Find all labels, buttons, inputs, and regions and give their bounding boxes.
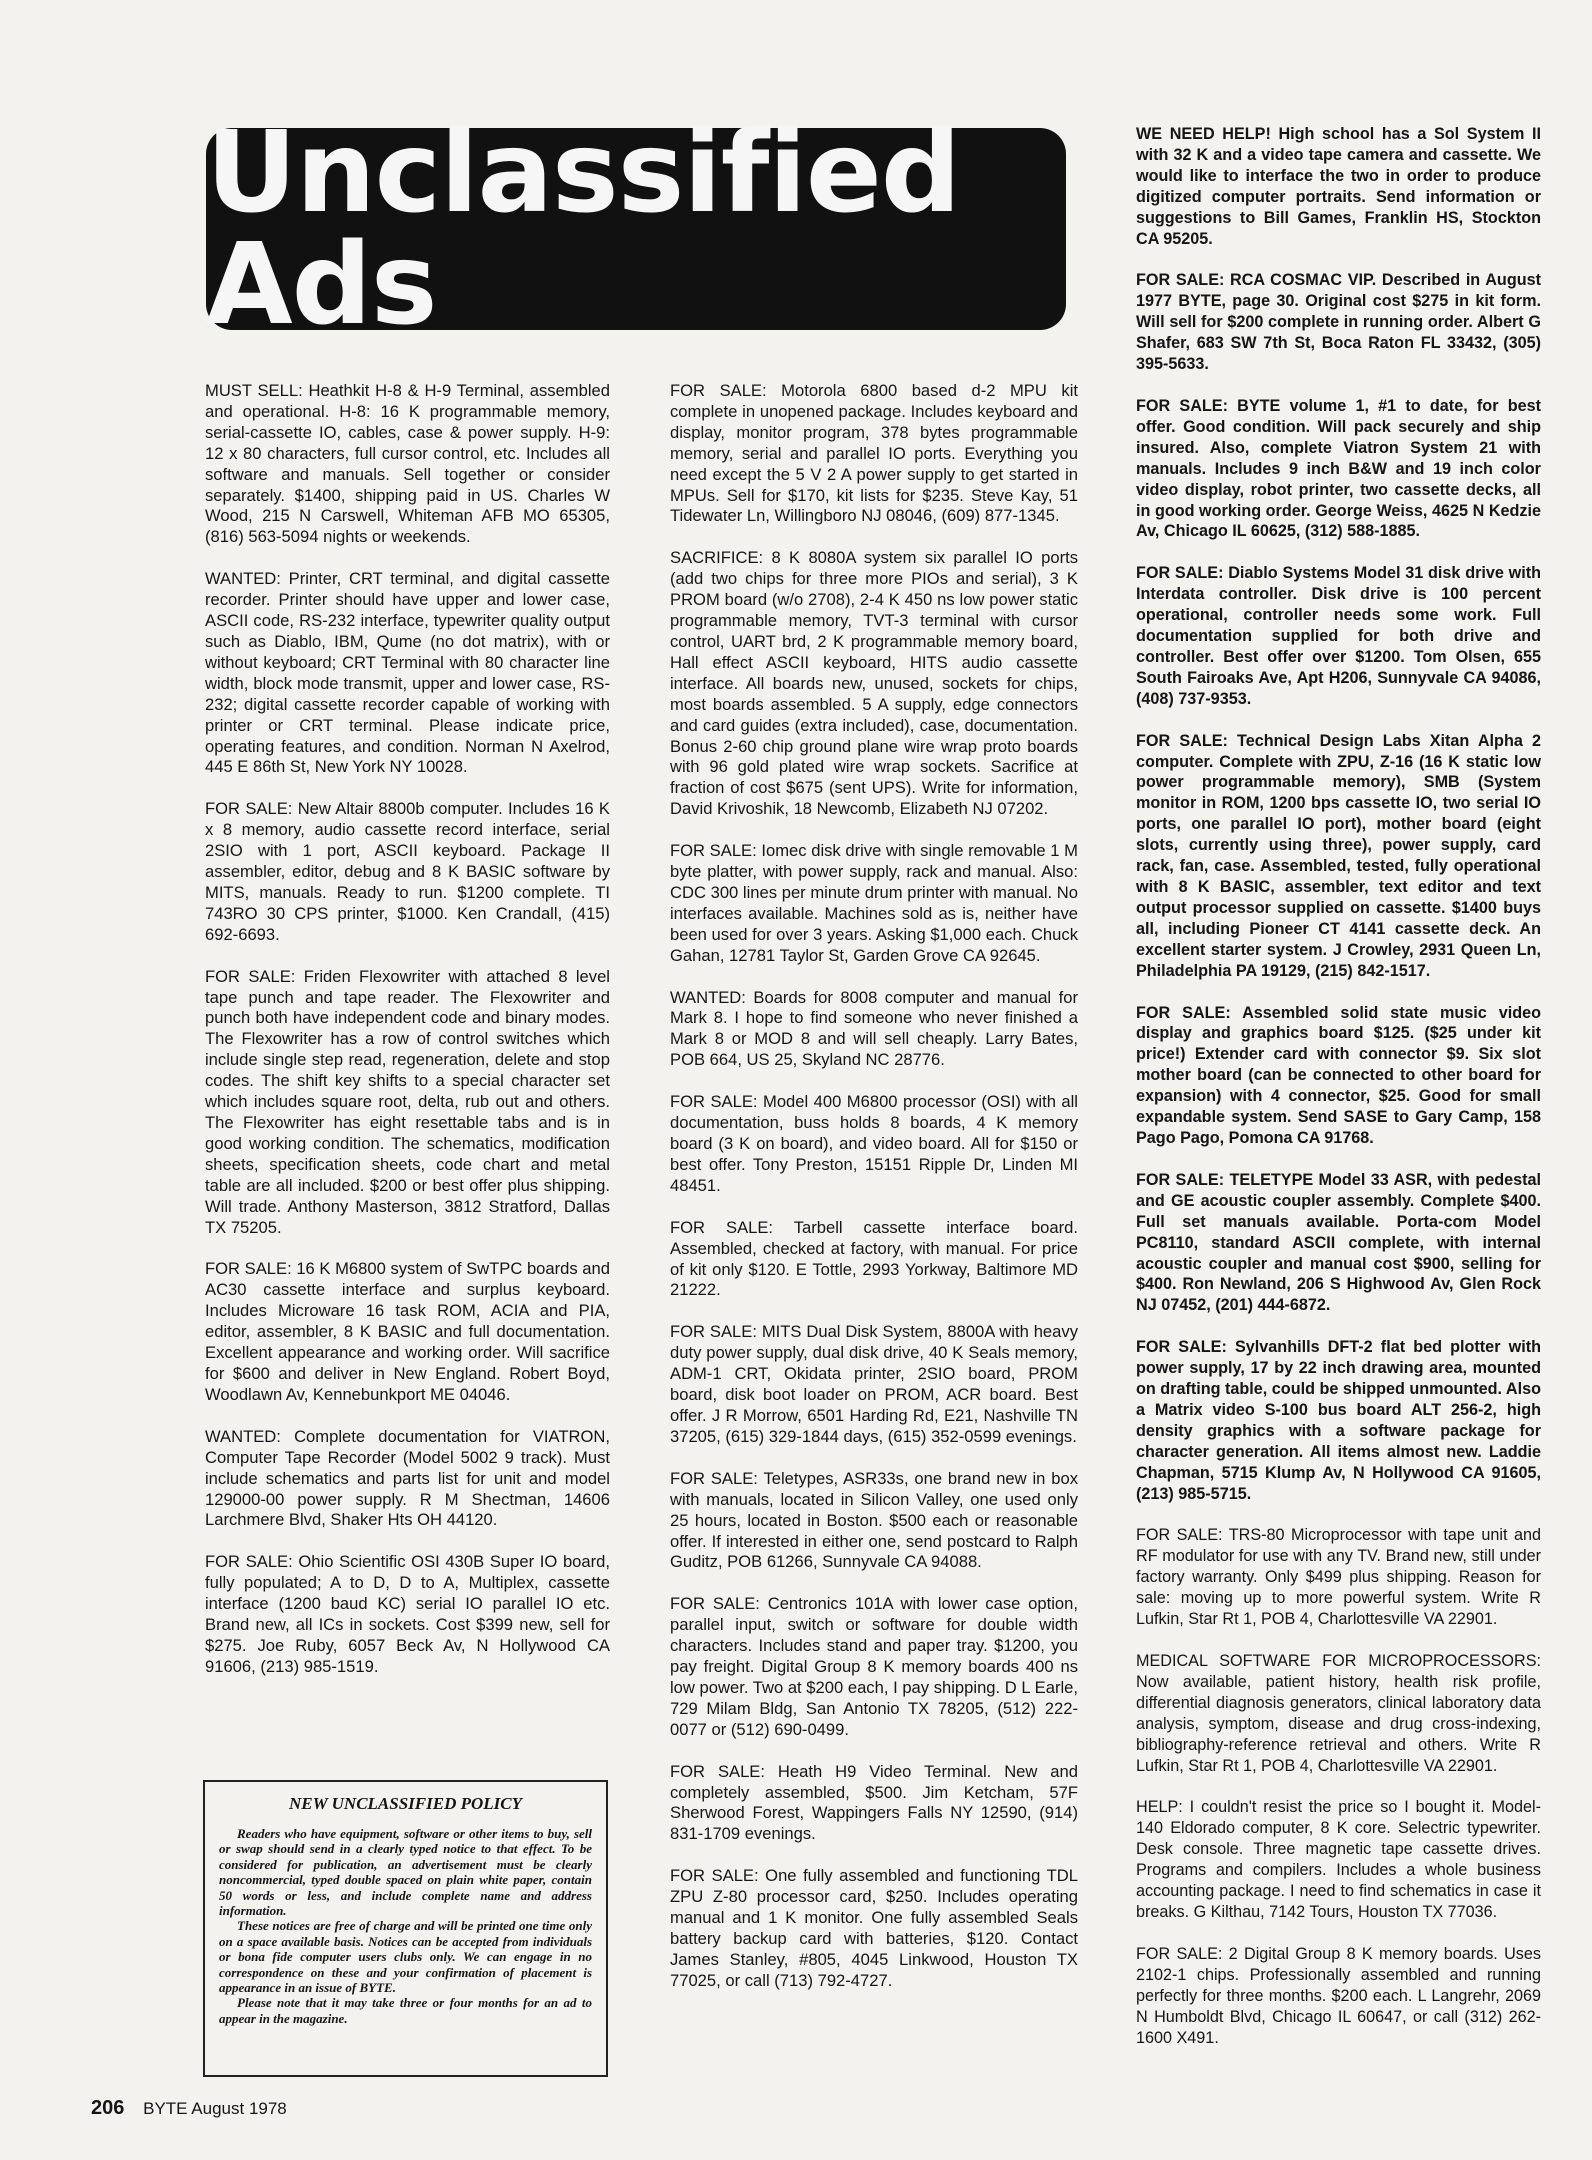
ad-item: FOR SALE: TRS-80 Microprocessor with tape unit and RF modulator for use with any TV. Brand new, still under factory warranty. Only $499 plus shipping. Reason for sale: moving up to more powerful system. Write R Lufkin, Star Rt 1, POB 4, Charlottesville VA 22901. [1136,1526,1541,1629]
ad-item: FOR SALE: Centronics 101A with lower case option, parallel input, switch or software for double width characters. Includes stand and paper tray. $1200, you pay freight. Digital Group 8 K memory boards 400 ns low power. Two at $200 each, I pay shipping. D L Earle, 729 Milam Bldg, San Antonio TX 78205, (512) 222-0077 or (512) 690-0499. [670,1594,1078,1739]
ad-item: FOR SALE: MITS Dual Disk System, 8800A with heavy duty power supply, dual disk drive, 40 K Seals memory, ADM-1 CRT, Okidata printer, 2SIO board, PROM board, disk boot loader on PROM, ACR board. Best offer. J R Morrow, 6501 Harding Rd, E21, Nashville TN 37205, (615) 329-1844 days, (615) 352-0599 evenings. [670,1322,1078,1446]
ads-column-3 [1136,124,1541,2069]
ad-item: FOR SALE: TELETYPE Model 33 ASR, with pedestal and GE acoustic coupler assembly. Complete $400. Full set manuals available. Porta-com Model PC8110, standard ASCII complete, with internal acoustic coupler and manual cost $900, selling for $400. Ron Newland, 206 S Highwood Av, Glen Rock NJ 07452, (201) 444-6872. [1136,1170,1541,1315]
ad-item: FOR SALE: RCA COSMAC VIP. Described in August 1977 BYTE, page 30. Original cost $275 in kit form. Will sell for $200 complete in running order. Albert G Shafer, 683 SW 7th St, Boca Raton FL 33432, (305) 395-5633. [1136,271,1541,374]
ad-item: FOR SALE: Heath H9 Video Terminal. New and completely assembled, $500. Jim Ketcham, 57F Sherwood Forest, Wappingers Falls NY 12590, (914) 831-1709 evenings. [670,1761,1078,1844]
policy-box [203,1780,608,2077]
ad-item: HELP: I couldn't resist the price so I bought it. Model-140 Eldorado computer, 8 K core. Selectric typewriter. Desk console. Three magnetic tape cassette drives. Programs and compilers. Includes a whole business accounting package. I need to find schematics in case it breaks. G Kilthau, 7142 Tours, Houston TX 77036. [1136,1798,1541,1921]
ad-item: FOR SALE: BYTE volume 1, #1 to date, for best offer. Good condition. Will pack securely and ship insured. Also, complete Viatron System 21 with manuals. Includes 9 inch B&W and 19 inch color video display, robot printer, two cassette decks, all in good working order. George Weiss, 4625 N Kedzie Av, Chicago IL 60625, (312) 588-1885. [1136,396,1541,541]
banner [206,108,1066,350]
ad-item: FOR SALE: Technical Design Labs Xitan Alpha 2 computer. Complete with ZPU, Z-16 (16 K static low power programmable memory), SMB (System monitor in ROM, 1200 bps cassette IO, two serial IO ports, one parallel IO port), mother board (eight slots, currently using three), power supply, card rack, fan, case. Assembled, tested, fully operational with 8 K BASIC, assembler, text editor and text output processor supplied on cassette. $1400 buys all, including Pioneer CT 4141 cassette deck. An excellent starter system. J Crowley, 2931 Queen Ln, Philadelphia PA 19129, (215) 842-1517. [1136,731,1541,980]
ad-item: SACRIFICE: 8 K 8080A system six parallel IO ports (add two chips for three more PIOs and serial), 3 K PROM board (w/o 2708), 2-4 K 450 ns low power static programmable memory, TVT-3 terminal with cursor control, UART brd, 2 K programmable memory board, Hall effect ASCII keyboard, HITS audio cassette interface. All boards new, unused, sockets for chips, most boards assembled. 5 A supply, edge connectors and card guides (extra included), case, documentation. Bonus 2-60 chip ground plane wire wrap proto boards with 96 gold plated wire wrap sockets. Sacrifice at fraction of cost $675 (sent UPS). Write for information, David Krivoshik, 18 Newcomb, Elizabeth NJ 07202. [670,548,1078,819]
ad-item: FOR SALE: Tarbell cassette interface board. Assembled, checked at factory, with manual. For price of kit only $120. E Tottle, 2993 Yorkway, Baltimore MD 21222. [670,1217,1078,1300]
policy-paragraph: These notices are free of charge and will be printed one time only on a space available basis. Notices can be accepted from individuals or bona fide computer users clubs only. We can engage in no correspondence on these and your confirmation of placement is appearance in an issue of BYTE. [219,1918,592,1996]
page-footer [91,2097,287,2120]
ads-column-2 [670,381,1078,2013]
ad-item: WE NEED HELP! High school has a Sol System II with 32 K and a video tape camera and cassette. We would like to interface the two in order to produce digitized computer portraits. Send information or suggestions to Bill Games, Franklin HS, Stockton CA 95205. [1136,125,1541,248]
ad-item: FOR SALE: Ohio Scientific OSI 430B Super IO board, fully populated; A to D, D to A, Multiplex, cassette interface (1200 baud KC) serial IO parallel IO etc. Brand new, all ICs in sockets. Cost $399 new, sell for $275. Joe Ruby, 6057 Beck Av, N Hollywood CA 91606, (213) 985-1519. [205,1552,610,1676]
issue-label: BYTE August 1978 [143,2099,287,2118]
ad-item: FOR SALE: New Altair 8800b computer. Includes 16 K x 8 memory, audio cassette record interface, serial 2SIO with 1 port, ASCII keyboard. Package II assembler, editor, debug and 8 K BASIC software by MITS, manuals. Ready to run. $1200 complete. TI 743RO 30 CPS printer, $1000. Ken Crandall, (415) 692-6693. [205,799,610,944]
ad-item: FOR SALE: Sylvanhills DFT-2 flat bed plotter with power supply, 17 by 22 inch drawing area, mounted on drafting table, could be shipped unmounted. Also a Matrix video S-100 bus board ALT 256-2, high density graphics with a software package for character generation. All items almost new. Laddie Chapman, 5715 Klump Av, N Hollywood CA 91605, (213) 985-5715. [1136,1338,1541,1503]
ad-item: FOR SALE: Teletypes, ASR33s, one brand new in box with manuals, located in Silicon Valley, one used only 25 hours, located in Boston. $500 each or reasonable offer. If interested in either one, send postcard to Ralph Guditz, POB 61266, Sunnyvale CA 94088. [670,1468,1078,1572]
ad-item: FOR SALE: Friden Flexowriter with attached 8 level tape punch and tape reader. The Flexowriter and punch both have independent code and binary modes. The Flexowriter has a row of control switches which include single step read, regeneration, delete and stop codes. The shift key shifts to a special character set which includes square root, delta, rub out and others. The Flexowriter has eight resettable tabs and is in good working condition. The schematics, modification sheets, specification sheets, code chart and metal table are all included. $200 or best offer plus shipping. Will trade. Anthony Masterson, 3812 Stratford, Dallas TX 75205. [205,966,610,1237]
ad-item: WANTED: Complete documentation for VIATRON, Computer Tape Recorder (Model 5002 9 track). Must include schematics and parts list for unit and model 129000-00 power supply. R M Shectman, 14606 Larchmere Blvd, Shaker Hts OH 44120. [205,1426,610,1530]
ad-item: FOR SALE: 16 K M6800 system of SwTPC boards and AC30 cassette interface and surplus keyboard. Includes Microware 16 task ROM, ACIA and PIA, editor, assembler, 8 K BASIC and full documentation. Excellent appearance and working order. Will sacrifice for $600 and deliver in New England. Robert Boyd, Woodlawn Av, Kennebunkport ME 04046. [205,1259,610,1404]
ad-item: FOR SALE: 2 Digital Group 8 K memory boards. Uses 2102-1 chips. Professionally assembled and running perfectly for three months. $200 each. L Langrehr, 2069 N Humboldt Blvd, Chicago IL 60647, or call (312) 262-1600 X491. [1136,1944,1541,2047]
ad-item: MEDICAL SOFTWARE FOR MICROPROCESSORS: Now available, patient history, health risk profile, differential diagnosis generators, clinical laboratory data analysis, symptom, disease and drug cross-indexing, bibliography-reference retrieval and others. Write R Lufkin, Star Rt 1, POB 4, Charlottesville VA 22901. [1136,1652,1541,1775]
policy-title: NEW UNCLASSIFIED POLICY [288,1794,523,1813]
ad-item: FOR SALE: Motorola 6800 based d-2 MPU kit complete in unopened package. Includes keyboard and display, monitor program, 378 bytes programmable memory, serial and parallel IO ports. Everything you need except the 5 V 2 A power supply to get started in MPUs. Sell for $170, kit lists for $235. Steve Kay, 51 Tidewater Ln, Willingboro NJ 08046, (609) 877-1345. [670,381,1078,526]
ad-item: FOR SALE: Assembled solid state music video display and graphics board $125. ($25 under kit price!) Extender card with connector $9. Six slot mother board (can be connected to other board for expansion) with 4 connector, $25. Good for small expandable system. Send SASE to Gary Camp, 158 Pago Pago, Pomona CA 91768. [1136,1003,1541,1147]
ad-item: MUST SELL: Heathkit H-8 & H-9 Terminal, assembled and operational. H-8: 16 K programmable memory, serial-cassette IO, cables, case & power supply. H-9: 12 x 80 characters, full cursor control, etc. Includes all software and manuals. Sell together or consider separately. $1400, shipping paid in US. Charles W Wood, 215 N Carswell, Whiteman AFB MO 65305, (816) 563-5094 nights or weekends. [205,381,610,547]
ad-item: FOR SALE: Diablo Systems Model 31 disk drive with Interdata controller. Disk drive is 100 percent operational, controller needs some work. Full documentation supplied for both drive and controller. Best offer over $1200. Tom Olsen, 655 South Fairoaks Ave, Apt H206, Sunnyvale CA 94086, (408) 737-9353. [1136,564,1541,708]
page-number: 206 [91,2097,125,2119]
ad-item: FOR SALE: Model 400 M6800 processor (OSI) with all documentation, buss holds 8 boards, 4 K memory board (3 K on board), and video board. All for $150 or best offer. Tony Preston, 15151 Ripple Dr, Linden MI 48451. [670,1092,1078,1195]
ad-item: WANTED: Boards for 8008 computer and manual for Mark 8. I hope to find someone who never finished a Mark 8 or MOD 8 and will sell cheaply. Larry Bates, POB 664, US 25, Skyland NC 28776. [670,987,1078,1070]
policy-paragraph: Please note that it may take three or four months for an ad to appear in the magazine. [219,1995,592,2026]
policy-paragraph: Readers who have equipment, software or other items to buy, sell or swap should send in a clearly typed notice to that effect. To be considered for publication, an advertisement must be clearly noncommercial, typed double spaced on plain white paper, contain 50 words or less, and include complete name and address information. [219,1826,592,1919]
ads-column-1 [205,381,610,1699]
ad-item: FOR SALE: One fully assembled and functioning TDL ZPU Z-80 processor card, $250. Includes operating manual and 1 K monitor. One fully assembled Seals battery backup card with batteries, $120. Contact James Stanley, #805, 4045 Linkwood, Houston TX 77025, or call (713) 792-4727. [670,1866,1078,1990]
ad-item: FOR SALE: Iomec disk drive with single removable 1 M byte platter, with power supply, rack and manual. Also: CDC 300 lines per minute drum printer with manual. No interfaces available. Machines sold as is, neither have been used for over 3 years. Asking $1,000 each. Chuck Gahan, 12781 Taylor St, Garden Grove CA 92645. [670,841,1078,965]
page-title: Unclassified Ads [206,108,961,350]
ad-item: WANTED: Printer, CRT terminal, and digital cassette recorder. Printer should have upper and lower case, ASCII code, RS-232 interface, typewriter quality output such as Diablo, IBM, Qume (no dot matrix), with or without keyboard; CRT Terminal with 80 character line width, block mode transmit, upper and lower case, RS-232; digital cassette recorder capable of working with printer or CRT terminal. Please indicate price, operating features, and condition. Norman N Axelrod, 445 E 86th St, New York NY 10028. [205,569,610,777]
